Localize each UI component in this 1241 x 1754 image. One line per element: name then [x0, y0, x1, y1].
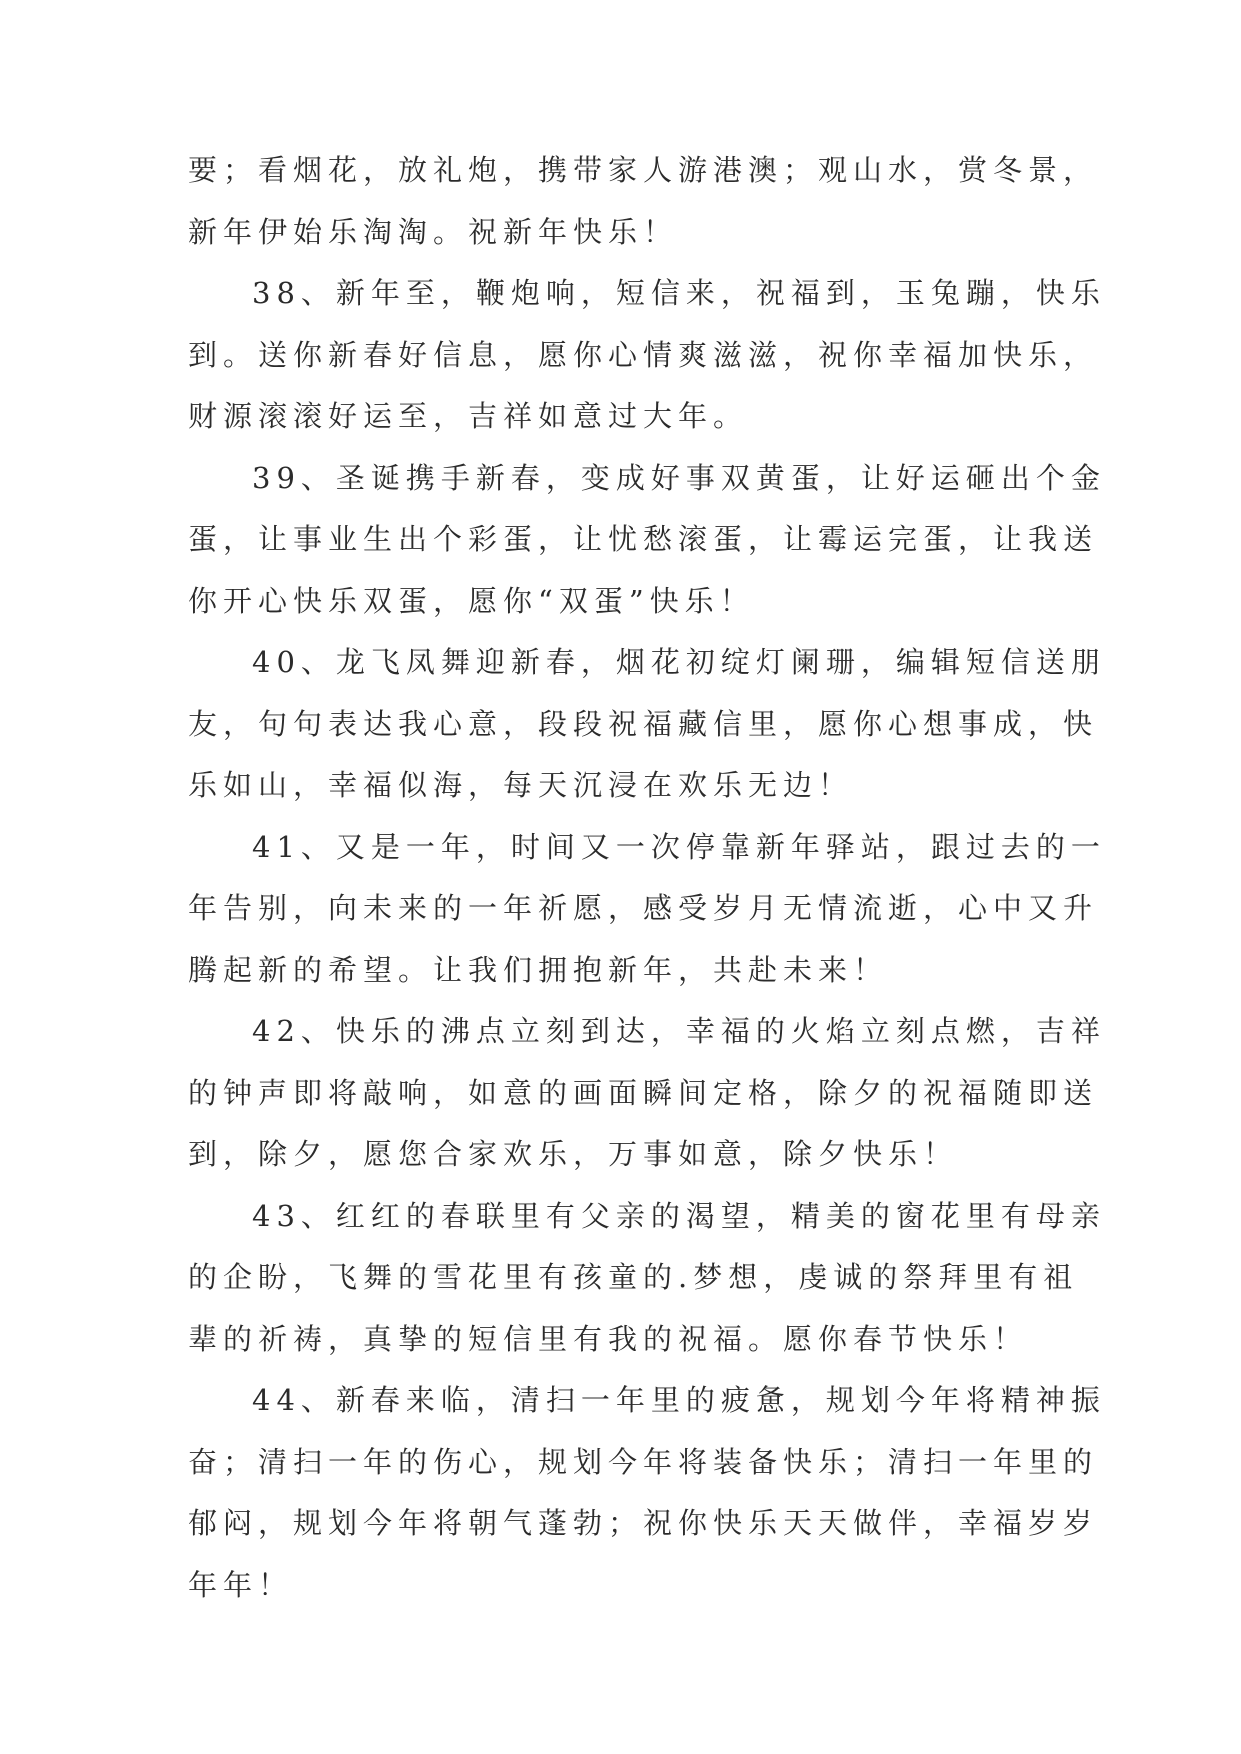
paragraph-38	[188, 263, 1106, 448]
document-page	[188, 140, 1106, 1616]
paragraph-41	[188, 817, 1106, 1002]
paragraph-line: 44、新春来临，清扫一年里的疲惫，规划今年将精神振	[252, 1383, 1106, 1417]
paragraph-line: 41、又是一年，时间又一次停靠新年驿站，跟过去的一	[252, 829, 1106, 864]
paragraph-line: 乐如山，幸福似海，每天沉浸在欢乐无边！	[188, 768, 854, 802]
paragraph-line: 40、龙飞凤舞迎新春，烟花初绽灯阑珊，编辑短信送朋	[252, 645, 1106, 679]
paragraph-line: 新年伊始乐淘淘。祝新年快乐！	[188, 214, 679, 249]
paragraph-42	[188, 1001, 1106, 1186]
paragraph-line: 郁闷，规划今年将朝气蓬勃；祝你快乐天天做伴，幸福岁岁	[188, 1506, 1099, 1540]
paragraph-line: 的企盼，飞舞的雪花里有孩童的.梦想，虔诚的祭拜里有祖	[188, 1260, 1079, 1294]
paragraph-line: 年告别，向未来的一年祈愿，感受岁月无情流逝，心中又升	[188, 891, 1099, 925]
paragraph-line: 38、新年至，鞭炮响，短信来，祝福到，玉兔蹦，快乐	[252, 276, 1106, 310]
paragraph-line: 腾起新的希望。让我们拥抱新年，共赴未来！	[188, 952, 889, 987]
paragraph-line: 年年！	[188, 1567, 294, 1602]
paragraph-44	[188, 1370, 1106, 1616]
paragraph-line: 39、圣诞携手新春，变成好事双黄蛋，让好运砸出个金	[252, 460, 1106, 495]
paragraph-line: 到。送你新春好信息，愿你心情爽滋滋，祝你幸福加快乐，	[188, 337, 1099, 372]
paragraph-line: 友，句句表达我心意，段段祝福藏信里，愿你心想事成，快	[188, 706, 1099, 741]
paragraph-line: 的钟声即将敲响，如意的画面瞬间定格，除夕的祝福随即送	[188, 1075, 1099, 1110]
paragraph-line: 蛋，让事业生出个彩蛋，让忧愁滚蛋，让霉运完蛋，让我送	[188, 522, 1099, 556]
paragraph-line: 42、快乐的沸点立刻到达，幸福的火焰立刻点燃，吉祥	[252, 1014, 1106, 1048]
paragraph-39	[188, 448, 1106, 633]
paragraph-37-continued	[188, 140, 1099, 263]
paragraph-line: 到，除夕，愿您合家欢乐，万事如意，除夕快乐！	[188, 1137, 959, 1171]
paragraph-line: 你开心快乐双蛋，愿你“双蛋”快乐！	[188, 583, 755, 618]
paragraph-line: 要；看烟花，放礼炮，携带家人游港澳；观山水，赏冬景，	[188, 153, 1099, 187]
paragraph-43	[188, 1186, 1106, 1371]
paragraph-line: 43、红红的春联里有父亲的渴望，精美的窗花里有母亲	[252, 1198, 1106, 1233]
paragraph-line: 奋；清扫一年的伤心，规划今年将装备快乐；清扫一年里的	[188, 1444, 1099, 1479]
paragraph-40	[188, 632, 1106, 817]
paragraph-line: 辈的祈祷，真挚的短信里有我的祝福。愿你春节快乐！	[188, 1321, 1029, 1356]
paragraph-line: 财源滚滚好运至，吉祥如意过大年。	[188, 399, 749, 433]
